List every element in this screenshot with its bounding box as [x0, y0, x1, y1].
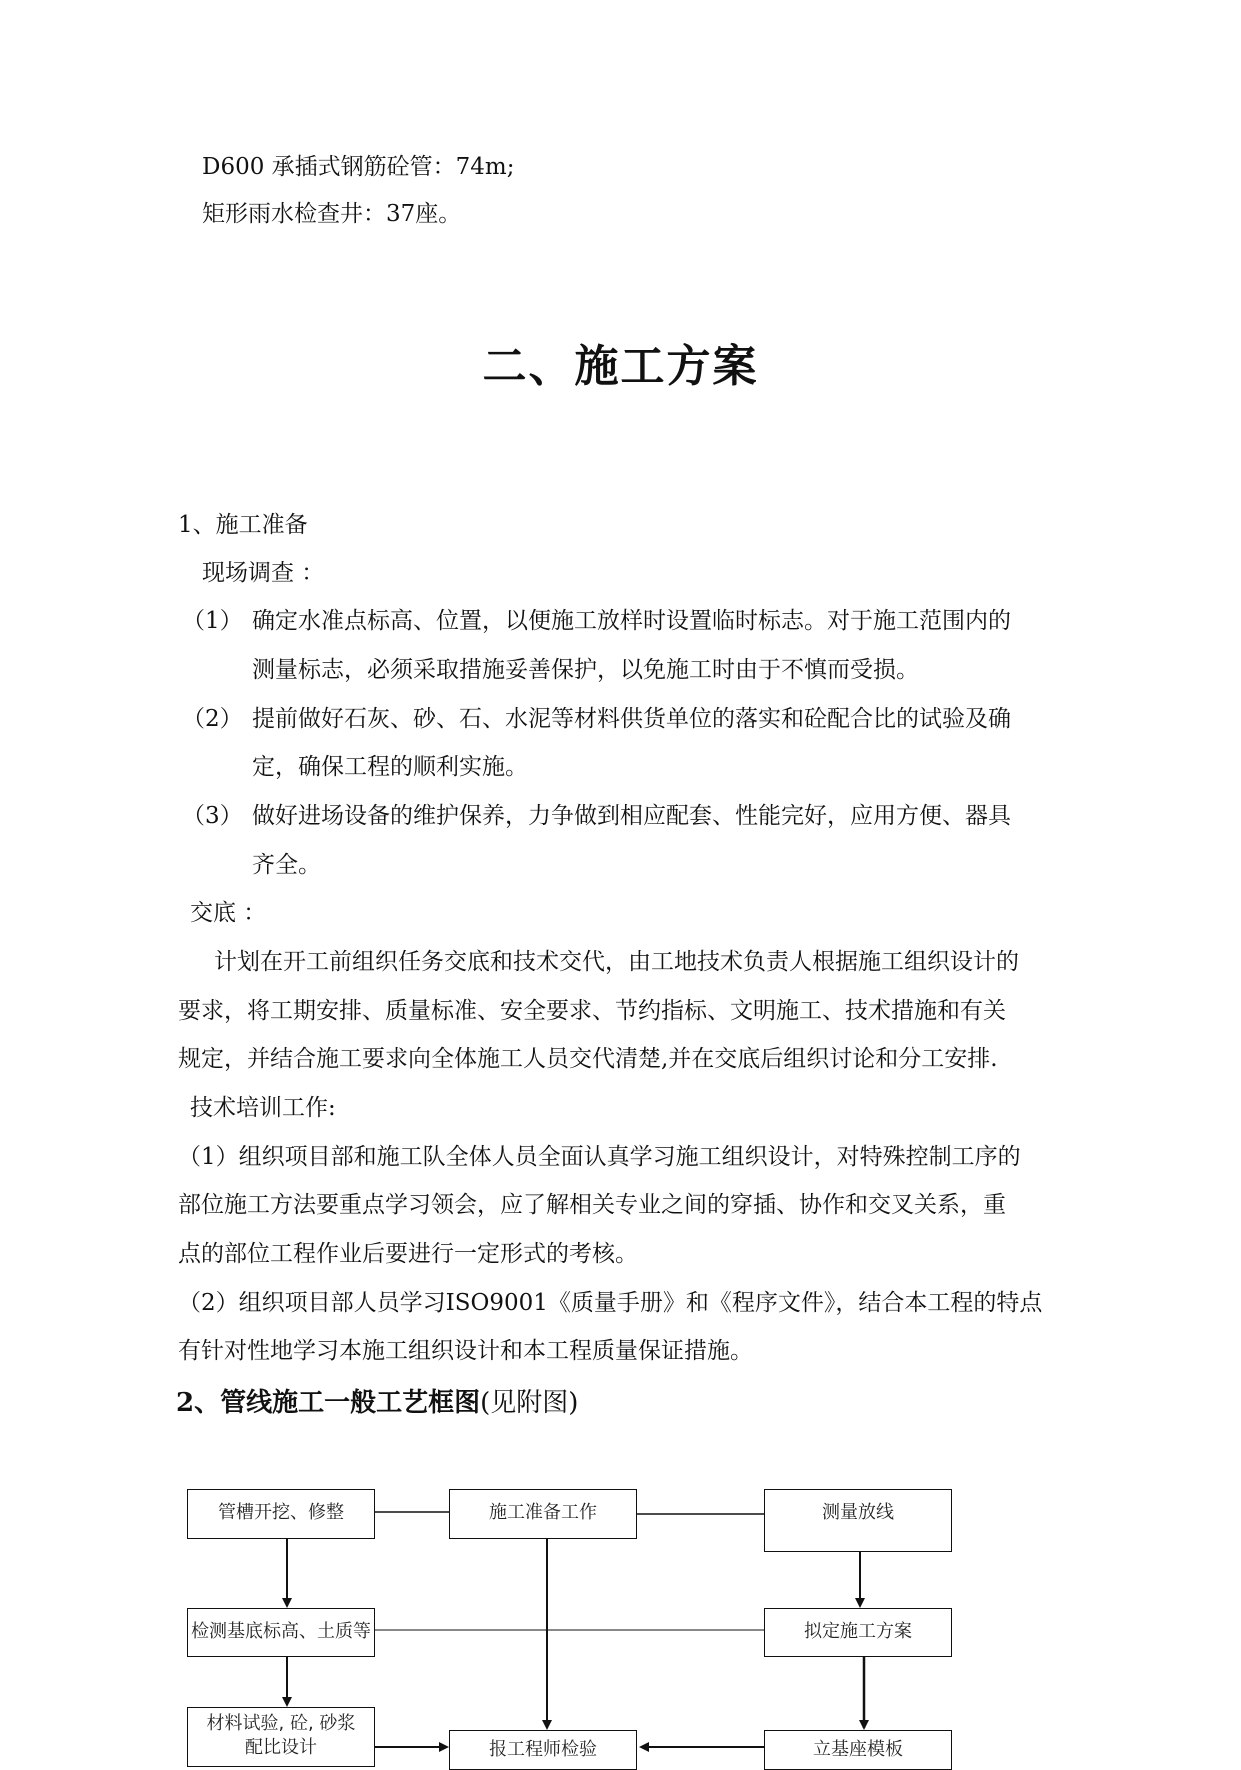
- flow-box-trench-excavation: 管槽开挖、修整: [187, 1489, 375, 1539]
- training-line-1: （1）组织项目部和施工队全体人员全面认真学习施工组织设计，对特殊控制工序的: [178, 1144, 1021, 1170]
- training-label: 技术培训工作:: [190, 1095, 336, 1121]
- section-1-heading: 1、施工准备: [178, 512, 308, 538]
- flow-box-survey-layout: 测量放线: [764, 1489, 952, 1552]
- training-line-3: 点的部位工程作业后要进行一定形式的考核。: [178, 1241, 638, 1267]
- pipe-quantity-line: D600 承插式钢筋砼管：74m;: [202, 154, 515, 180]
- section-2-heading-bold: 2、管线施工一般工艺框图: [176, 1388, 481, 1418]
- brief-line-3: 规定，并结合施工要求向全体施工人员交代清楚,并在交底后组织讨论和分工安排.: [178, 1046, 998, 1072]
- item-1-number: （1）: [182, 608, 243, 634]
- flow-box-engineer-inspection: 报工程师检验: [449, 1730, 637, 1770]
- item-1-line1: 确定水准点标高、位置，以便施工放样时设置临时标志。对于施工范围内的: [252, 608, 1011, 634]
- item-2-number: （2）: [182, 706, 243, 732]
- flow-box-material-test-line1: 材料试验, 砼, 砂浆: [206, 1713, 356, 1734]
- training-line-5: 有针对性地学习本施工组织设计和本工程质量保证措施。: [178, 1338, 753, 1364]
- flow-box-preparation: 施工准备工作: [449, 1489, 637, 1539]
- training-line-4: （2）组织项目部人员学习ISO9001《质量手册》和《程序文件》，结合本工程的特点: [178, 1290, 1043, 1316]
- training-line-2: 部位施工方法要重点学习领会，应了解相关专业之间的穿插、协作和交叉关系，重: [178, 1192, 1006, 1218]
- item-3-line1: 做好进场设备的维护保养，力争做到相应配套、性能完好，应用方便、器具: [252, 803, 1011, 829]
- item-1-line2: 测量标志，必须采取措施妥善保护，以免施工时由于不慎而受损。: [252, 657, 919, 683]
- flow-box-material-test: [187, 1707, 375, 1767]
- item-2-line2: 定，确保工程的顺利实施。: [252, 754, 528, 780]
- manhole-quantity-line: 矩形雨水检查井：37座。: [202, 201, 462, 227]
- flow-box-construction-plan: 拟定施工方案: [764, 1608, 952, 1657]
- survey-label: 现场调查 ：: [202, 560, 325, 586]
- item-3-number: （3）: [182, 803, 243, 829]
- item-2-line1: 提前做好石灰、砂、石、水泥等材料供货单位的落实和砼配合比的试验及确: [252, 706, 1011, 732]
- flow-box-material-test-line2: 配比设计: [245, 1737, 317, 1758]
- flow-box-base-check: 检测基底标高、土质等: [187, 1608, 375, 1657]
- brief-line-2: 要求，将工期安排、质量标准、安全要求、节约指标、文明施工、技术措施和有关: [178, 998, 1006, 1024]
- item-3-line2: 齐全。: [252, 852, 321, 878]
- section-title: 二、施工方案: [482, 341, 759, 392]
- brief-label: 交底 ：: [190, 900, 267, 926]
- flow-box-base-formwork: 立基座模板: [764, 1730, 952, 1770]
- brief-line-1: 计划在开工前组织任务交底和技术交代，由工地技术负责人根据施工组织设计的: [214, 949, 1019, 975]
- section-2-heading-note: (见附图): [480, 1388, 579, 1418]
